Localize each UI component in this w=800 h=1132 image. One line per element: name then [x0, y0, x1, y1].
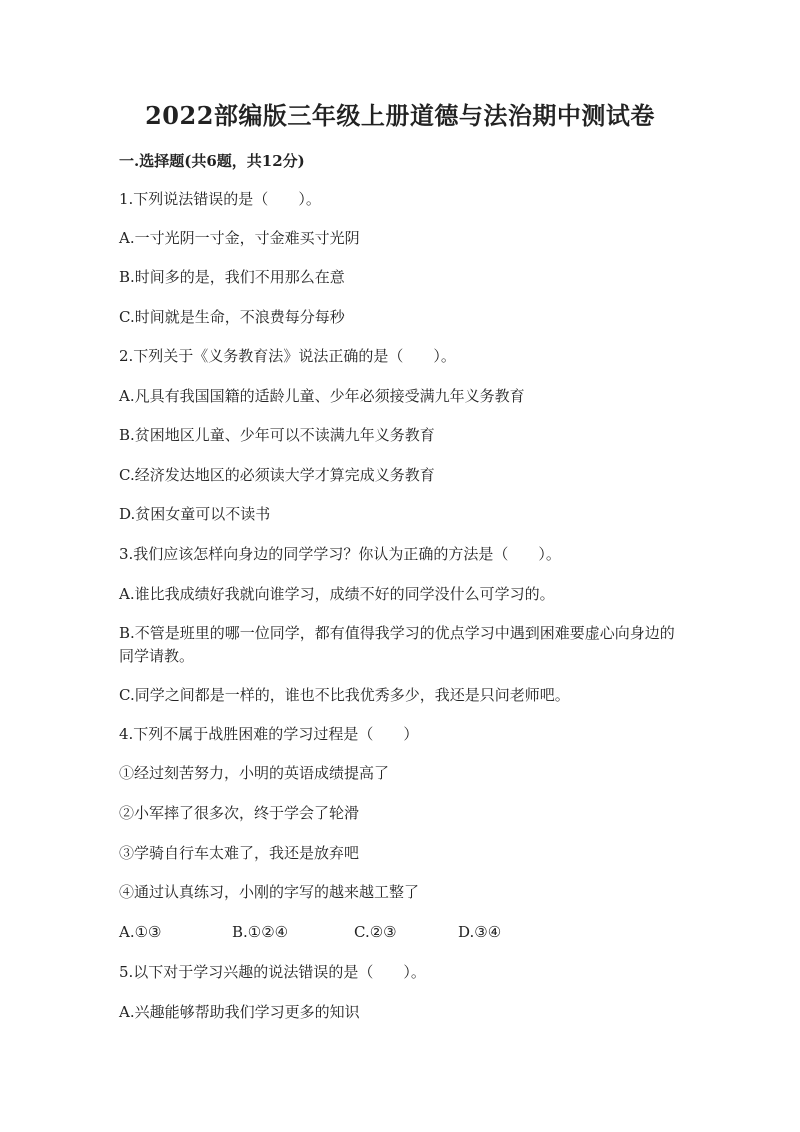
- question-2: 2.下列关于《义务教育法》说法正确的是（ ）。: [119, 347, 456, 365]
- question-2-option-b: B.贫困地区儿童、少年可以不读满九年义务教育: [119, 426, 435, 444]
- question-3-option-c: C.同学之间都是一样的，谁也不比我优秀多少，我还是只问老师吧。: [119, 686, 570, 704]
- page-title: 2022部编版三年级上册道德与法治期中测试卷: [145, 101, 655, 130]
- question-4-option-b: B.①②④: [232, 923, 289, 941]
- question-1-option-a: A.一寸光阴一寸金，寸金难买寸光阴: [119, 229, 360, 247]
- question-3-option-b: B.不管是班里的哪一位同学，都有值得我学习的优点学习中遇到困难要虚心向身边的同学请教。: [119, 624, 675, 665]
- question-1: 1.下列说法错误的是（ ）。: [119, 190, 321, 208]
- question-3: 3.我们应该怎样向身边的同学学习？你认为正确的方法是（ ）。: [119, 545, 561, 563]
- question-4: 4.下列不属于战胜困难的学习过程是（ ）: [119, 725, 419, 743]
- question-3-option-a: A.谁比我成绩好我就向谁学习，成绩不好的同学没什么可学习的。: [119, 585, 555, 603]
- question-2-option-a: A.凡具有我国国籍的适龄儿童、少年必须接受满九年义务教育: [119, 387, 525, 405]
- question-4-option-a: A.①③: [119, 923, 162, 941]
- question-4-option-c: C.②③: [354, 923, 397, 941]
- section-heading: 一.选择题(共6题，共12分): [119, 152, 305, 170]
- question-4-option-d: D.③④: [458, 923, 502, 941]
- question-1-option-c: C.时间就是生命，不浪费每分每秒: [119, 308, 345, 326]
- question-5-option-a: A.兴趣能够帮助我们学习更多的知识: [119, 1003, 360, 1021]
- question-2-option-c: C.经济发达地区的必须读大学才算完成义务教育: [119, 466, 435, 484]
- question-5: 5.以下对于学习兴趣的说法错误的是（ ）。: [119, 963, 426, 981]
- question-4-item-4: ④通过认真练习，小刚的字写的越来越工整了: [119, 883, 420, 901]
- question-4-item-2: ②小军摔了很多次，终于学会了轮滑: [119, 804, 360, 822]
- question-1-option-b: B.时间多的是，我们不用那么在意: [119, 268, 345, 286]
- question-4-item-3: ③学骑自行车太难了，我还是放弃吧: [119, 844, 360, 862]
- question-2-option-d: D.贫困女童可以不读书: [119, 505, 271, 523]
- question-4-item-1: ①经过刻苦努力，小明的英语成绩提高了: [119, 764, 390, 782]
